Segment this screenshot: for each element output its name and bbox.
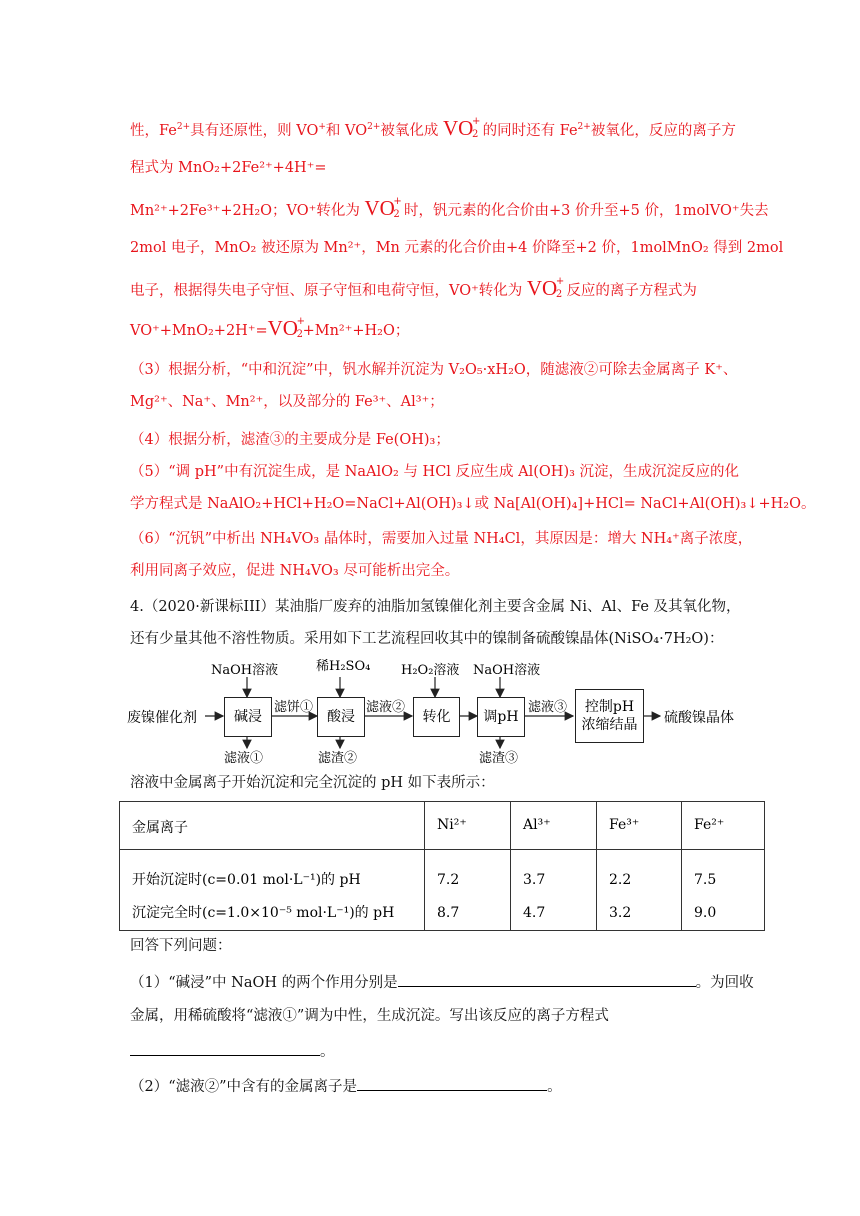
answer-line-1: 性，$Fe^{2+}$具有还原性，则 VO+和 $VO^{2+}$被氧化成 VO + 2 的同时还有 $Fe^{2+}$被氧化，反应的离子方	[130, 116, 736, 140]
flow-input-h2so4: 稀H₂SO₄	[316, 659, 371, 674]
vo2-ion: VO + 2	[526, 276, 565, 300]
table-label-cell: 开始沉淀时(c=0.01 mol·L⁻¹)的 pH 沉淀完全时(c=1.0×10⁻⁵ mol·L⁻¹)的 pH	[120, 850, 425, 931]
question-4-line-1: 4.（2020·新课标III）某油脂厂废弃的油脂加氢镍催化剂主要含金属 Ni、Al、Fe 及其氧化物，	[130, 599, 741, 615]
table-header-cell: Fe³⁺	[597, 802, 682, 850]
flow-box-convert: 转化	[413, 697, 460, 737]
table-row	[120, 850, 765, 931]
answer-p3-line-1: （3）根据分析，“中和沉淀”中，钒水解并沉淀为 V₂O₅·xH₂O，随滤液②可除去金属离子 K⁺、	[130, 362, 738, 378]
flow-box-alkali-leach: 碱浸	[224, 697, 272, 737]
sub-question-1-line-2: 金属，用稀硫酸将“滤液①”调为中性，生成沉淀。写出该反应的离子方程式	[130, 1008, 609, 1024]
flow-input-h2o2: H₂O₂溶液	[401, 663, 460, 678]
answer-p5-line-1: （5）“调 pH”中有沉淀生成，是 NaAlO₂ 与 HCl 反应生成 Al(OH)₃ 沉淀，生成沉淀反应的化	[130, 464, 740, 480]
answer-line-6: VO⁺+MnO₂+2H⁺=VO + 2 +Mn²⁺+H₂O；	[130, 316, 410, 340]
flow-out-residue-2: 滤渣②	[318, 751, 358, 766]
answer-line-4: 2mol 电子，MnO₂ 被还原为 Mn²⁺，Mn 元素的化合价由+4 价降至+2 价，1molMnO₂ 得到 2mol	[130, 240, 784, 256]
vo2-ion: VO + 2	[443, 116, 481, 140]
flow-input-naoh-2: NaOH溶液	[473, 663, 541, 678]
table-value-cell: 7.5 9.0	[682, 850, 765, 931]
flow-mid-filter-cake: 滤饼①	[274, 700, 314, 715]
flow-input-naoh-1: NaOH溶液	[211, 663, 279, 678]
table-header-row	[120, 802, 765, 850]
table-header-cell: Ni²⁺	[425, 802, 511, 850]
table-header-cell: Fe²⁺	[682, 802, 765, 850]
table-value-cell: 7.2 8.7	[425, 850, 511, 931]
answer-blank-3[interactable]	[357, 1075, 547, 1091]
answer-prompt: 回答下列问题：	[130, 938, 232, 954]
flow-out-residue-3: 滤渣③	[479, 751, 519, 766]
flow-mid-filtrate-2: 滤液②	[366, 700, 406, 715]
answer-blank-2[interactable]	[130, 1040, 320, 1056]
vo2-ion: VO + 2	[267, 316, 305, 340]
answer-line-2: 程式为 MnO₂+2Fe²⁺+4H⁺=	[130, 160, 327, 176]
answer-blank-1[interactable]	[398, 971, 696, 987]
table-header-cell: Al³⁺	[511, 802, 597, 850]
flow-box-acid-leach: 酸浸	[317, 697, 365, 737]
vo2-ion: VO + 2	[364, 196, 402, 220]
answer-line-5: 电子，根据得失电子守恒、原子守恒和电荷守恒，VO⁺转化为 VO + 2 反应的离子方程式为	[130, 276, 697, 300]
flow-start-label: 废镍催化剂	[127, 710, 197, 726]
sub-question-1-line-1: （1）“碱浸”中 NaOH 的两个作用分别是 。为回收	[130, 971, 754, 993]
table-intro: 溶液中金属离子开始沉淀和完全沉淀的 pH 如下表所示：	[130, 775, 495, 791]
answer-p6-line-2: 利用同离子效应，促进 NH₄VO₃ 尽可能析出完全。	[130, 563, 460, 579]
answer-line-3: Mn²⁺+2Fe³⁺+2H₂O；VO⁺转化为 VO + 2 时，钒元素的化合价由+3 价升至+5 价，1molVO⁺失去	[130, 196, 769, 220]
ph-table	[119, 801, 765, 931]
flow-box-crystallize: 控制pH 浓缩结晶	[575, 689, 644, 743]
table-value-cell: 3.7 4.7	[511, 850, 597, 931]
answer-p6-line-1: （6）“沉钒”中析出 NH₄VO₃ 晶体时，需要加入过量 NH₄Cl，其原因是：增大 NH₄⁺离子浓度，	[130, 531, 753, 547]
sub-question-2: （2）“滤液②”中含有的金属离子是 。	[130, 1075, 562, 1097]
sub-question-1-line-3: 。	[130, 1040, 335, 1062]
question-4-line-2: 还有少量其他不溶性物质。采用如下工艺流程回收其中的镍制备硫酸镍晶体(NiSO₄·7H₂O)：	[130, 631, 724, 647]
answer-p3-line-2: Mg²⁺、Na⁺、Mn²⁺，以及部分的 Fe³⁺、Al³⁺；	[130, 394, 444, 410]
flow-out-filtrate-1: 滤液①	[224, 751, 264, 766]
process-flow-diagram	[127, 655, 777, 765]
flow-end-label: 硫酸镍晶体	[664, 710, 734, 726]
table-header-cell: 金属离子	[120, 802, 425, 850]
flow-box-adjust-ph: 调pH	[477, 697, 525, 737]
answer-p5-line-2: 学方程式是 NaAlO₂+HCl+H₂O=NaCl+Al(OH)₃↓或 Na[Al(OH)₄]+HCl= NaCl+Al(OH)₃↓+H₂O。	[130, 496, 816, 512]
flow-mid-filtrate-3: 滤液③	[528, 700, 568, 715]
table-value-cell: 2.2 3.2	[597, 850, 682, 931]
answer-p4: （4）根据分析，滤渣③的主要成分是 Fe(OH)₃；	[130, 432, 450, 448]
